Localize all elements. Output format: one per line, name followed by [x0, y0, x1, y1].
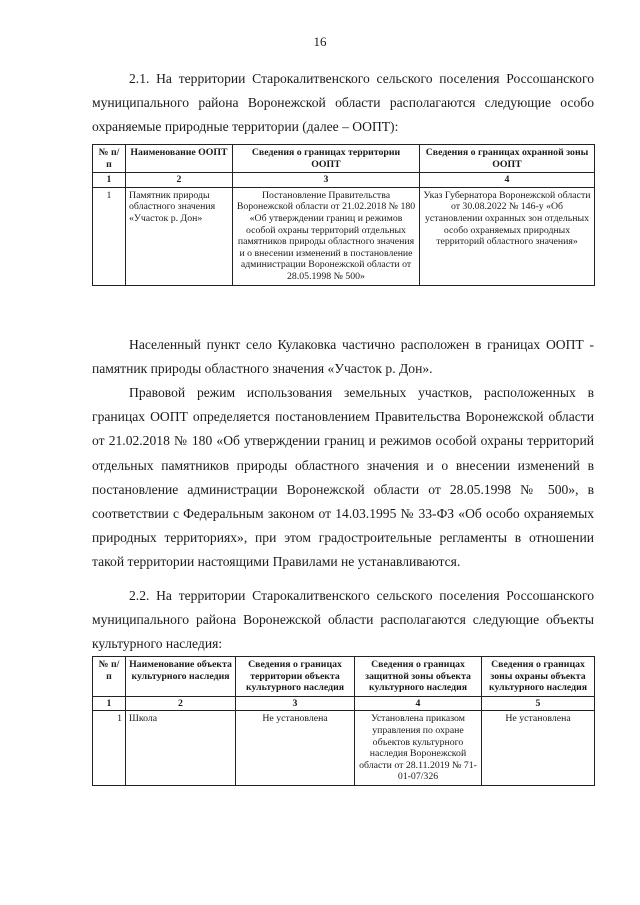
row-number: 1 — [93, 711, 126, 786]
column-number: 4 — [420, 173, 595, 188]
heritage-table — [92, 656, 595, 786]
row-number: 1 — [93, 187, 126, 285]
paragraph-settlement: Населенный пункт село Кулаковка частично расположен в границах ООПТ - памятник природы областного значения «Участок р. Дон». — [92, 337, 594, 377]
oopt-name: Памятник природы областного значения «Участок р. Дон» — [126, 187, 233, 285]
paragraph-2-1: 2.1. На территории Старокалитвенского сельского поселения Россошанского муниципального района Воронежской области располагаются следующие особо охраняемые природные территории (далее – ООПТ): — [92, 71, 594, 135]
column-number: 2 — [126, 173, 233, 188]
table-header-cell: Сведения о границах территории ООПТ — [233, 145, 420, 173]
table-header-cell: Сведения о границах защитной зоны объекта культурного наследия — [355, 657, 482, 697]
column-number: 2 — [126, 696, 236, 711]
column-number-row — [93, 696, 595, 711]
oopt-borders: Постановление Правительства Воронежской области от 21.02.2018 № 180 «Об утверждении границ и режимов особой охраны территорий отдельных памятников природы областного значения и о внесении изменений в постановление администрации Воронежской области от 28.05.1998 № 500» — [233, 187, 420, 285]
column-number: 1 — [93, 696, 126, 711]
table-header-cell: Сведения о границах территории объекта культурного наследия — [236, 657, 355, 697]
table-header-row — [93, 657, 595, 697]
heritage-object-name: Школа — [126, 711, 236, 786]
column-number: 5 — [482, 696, 595, 711]
table-header-row — [93, 145, 595, 173]
table-header-cell: № п/п — [93, 145, 126, 173]
heritage-territory: Не установлена — [236, 711, 355, 786]
table-header-cell: Сведения о границах охранной зоны ООПТ — [420, 145, 595, 173]
column-number: 3 — [236, 696, 355, 711]
table-header-cell: Сведения о границах зоны охраны объекта культурного наследия — [482, 657, 595, 697]
table-header-cell: № п/п — [93, 657, 126, 697]
table-row — [93, 711, 595, 786]
table-header-cell: Наименование ООПТ — [126, 145, 233, 173]
oopt-table — [92, 144, 595, 286]
heritage-protective-zone: Установлена приказом управления по охране объектов культурного наследия Воронежской области от 28.11.2019 № 71-01-07/326 — [355, 711, 482, 786]
page-number: 16 — [313, 34, 327, 49]
heritage-protection-zone: Не установлена — [482, 711, 595, 786]
column-number: 1 — [93, 173, 126, 188]
paragraph-2-2: 2.2. На территории Старокалитвенского сельского поселения Россошанского муниципального района Воронежской области располагаются следующие объекты культурного наследия: — [92, 588, 594, 652]
column-number: 4 — [355, 696, 482, 711]
table-row — [93, 187, 595, 285]
table-header-cell: Наименование объекта культурного наследия — [126, 657, 236, 697]
column-number: 3 — [233, 173, 420, 188]
oopt-protection-zone: Указ Губернатора Воронежской области от 30.08.2022 № 146-у «Об установлении охранных зон отдельных особо охраняемых природных территорий областного значения» — [420, 187, 595, 285]
paragraph-legal-regime: Правовой режим использования земельных участков, расположенных в границах ООПТ определяется постановлением Правительства Воронежской области от 21.02.2018 № 180 «Об утверждении границ и режимов особой охраны территорий отдельных памятников природы областного значения и о внесении изменений в постановление администрации Воронежской области от 28.05.1998 № 500», в соответствии с Федеральным законом от 14.03.1995 № 33-ФЗ «Об особо охраняемых природных территориях», при этом градостроительные регламенты в отношении такой территории настоящими Правилами не устанавливаются. — [92, 385, 594, 570]
column-number-row — [93, 173, 595, 188]
